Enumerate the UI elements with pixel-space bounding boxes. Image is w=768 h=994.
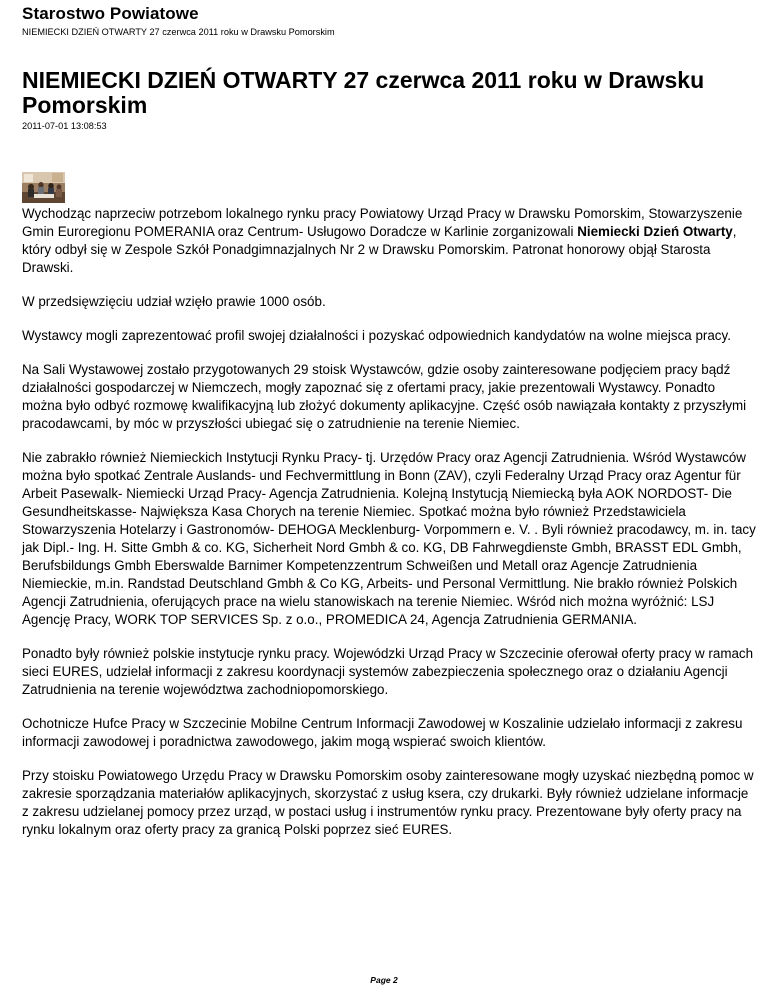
breadcrumb[interactable]: NIEMIECKI DZIEŃ OTWARTY 27 czerwca 2011 roku w Drawsku Pomorskim	[22, 27, 335, 37]
event-name: Niemiecki Dzień Otwarty	[577, 224, 733, 239]
paragraph: Przy stoisku Powiatowego Urzędu Pracy w Drawsku Pomorskim osoby zainteresowane mogły uzyskać niezbędną pomoc w zakresie sporządzania materiałów aplikacyjnych, skorzystać z usług ksera, czy drukarki. Były również udzielane informacje z zakresu udzielanej pomocy przez urząd, w postaci usług i instrumentów rynku pracy. Prezentowane były oferty pracy na rynku lokalnym oraz oferty pracy za granicą Polski poprzez sieć EURES.	[22, 768, 754, 837]
article-title: NIEMIECKI DZIEŃ OTWARTY 27 czerwca 2011 roku w Drawsku Pomorskim	[22, 67, 705, 118]
paragraph: Wystawcy mogli zaprezentować profil swojej działalności i pozyskać odpowiednich kandydatów na wolne miejsca pracy.	[22, 328, 731, 343]
paragraph: Nie zabrakło również Niemieckich Instytucji Rynku Pracy- tj. Urzędów Pracy oraz Agencji Zatrudnienia. Wśród Wystawców można było spotkać Zentrale Auslands- und Fechvermittlung in Bonn (ZAV), czyli Federalny Urząd Pracy oraz Agentur für Arbeit Pasewalk- Niemiecki Urząd Pracy- Agencja Zatrudnienia. Kolejną Instytucją Niemiecką była AOK NORDOST- Die Gesundheitskasse- Największa Kasa Chorych na terenie Niemiec. Spotkać można było również Przedstawiciela Stowarzyszenia Hotelarzy i Gastronomów- DEHOGA Mecklenburg- Vorpommern e. V. . Byli również pracodawcy, m. in. tacy jak Dipl.- Ing. H. Sitte Gmbh & co. KG, Sicherheit Nord Gmbh & co. KG, DB Fahrwegdienste Gmbh, BRASST EDL Gmbh, Berufsbildungs Gmbh Eberswalde Barnimer Kompetenzzentrum Schweißen und Metall oraz Agencje Zatrudnienia Niemieckie, m.in. Randstad Deutschland Gmbh & Co KG, Arbeits- und Personal Vermittlung. Nie brakło również Polskich Agencji Zatrudnienia, oferujących prace na wielu stanowiskach na terenie Niemiec. Wśród nich można wyróżnić: LSJ Agencję Pracy, WORK TOP SERVICES Sp. z o.o., PROMEDICA 24, Agencja Zatrudnienia GERMANIA.	[22, 450, 756, 627]
paragraph: Ochotnicze Hufce Pracy w Szczecinie Mobilne Centrum Informacji Zawodowej w Koszalinie udzielało informacji z zakresu informacji zawodowej i poradnictwa zawodowego, jakim mogą wspierać swoich klientów.	[22, 716, 743, 749]
paragraph: Na Sali Wystawowej zostało przygotowanych 29 stoisk Wystawców, gdzie osoby zainteresowane podjęciem pracy bądź działalności gospodarczej w Niemczech, mogły zapoznać się z ofertami pracy, jakie prezentowali Wystawcy. Ponadto można było odbyć rozmowę kwalifikacyjną lub złożyć dokumenty aplikacyjne. Część osób nawiązała kontakty z przyszłymi pracodawcami, by móc w przyszłości ubiegać się o zatrudnienie na terenie Niemiec.	[22, 362, 747, 431]
article-date: 2011-07-01 13:08:53	[22, 121, 107, 131]
photo-thumbnail-icon[interactable]	[22, 172, 65, 203]
paragraph: Ponadto były również polskie instytucje rynku pracy. Wojewódzki Urząd Pracy w Szczecinie oferował oferty pracy w ramach sieci EURES, udzielał informacji z zakresu koordynacji systemów zabezpieczenia społecznego oraz o działaniu Agencji Zatrudnienia na terenie województwa zachodniopomorskiego.	[22, 646, 754, 697]
article-body	[22, 205, 757, 855]
site-title[interactable]: Starostwo Powiatowe	[22, 4, 199, 23]
paragraph: W przedsięwzięciu udział wzięło prawie 1000 osób.	[22, 294, 326, 309]
paragraph: Wychodząc naprzeciw potrzebom lokalnego rynku pracy Powiatowy Urząd Pracy w Drawsku Pomorskim, Stowarzyszenie Gmin Euroregionu POMERANIA oraz Centrum- Usługowo Doradcze w Karlinie zorganizowali Niemiecki Dzień Otwarty, który odbył się w Zespole Szkół Ponadgimnazjalnych Nr 2 w Drawsku Pomorskim. Patronat honorowy objął Starosta Drawski.	[22, 206, 743, 275]
page-number: Page 2	[370, 975, 398, 985]
